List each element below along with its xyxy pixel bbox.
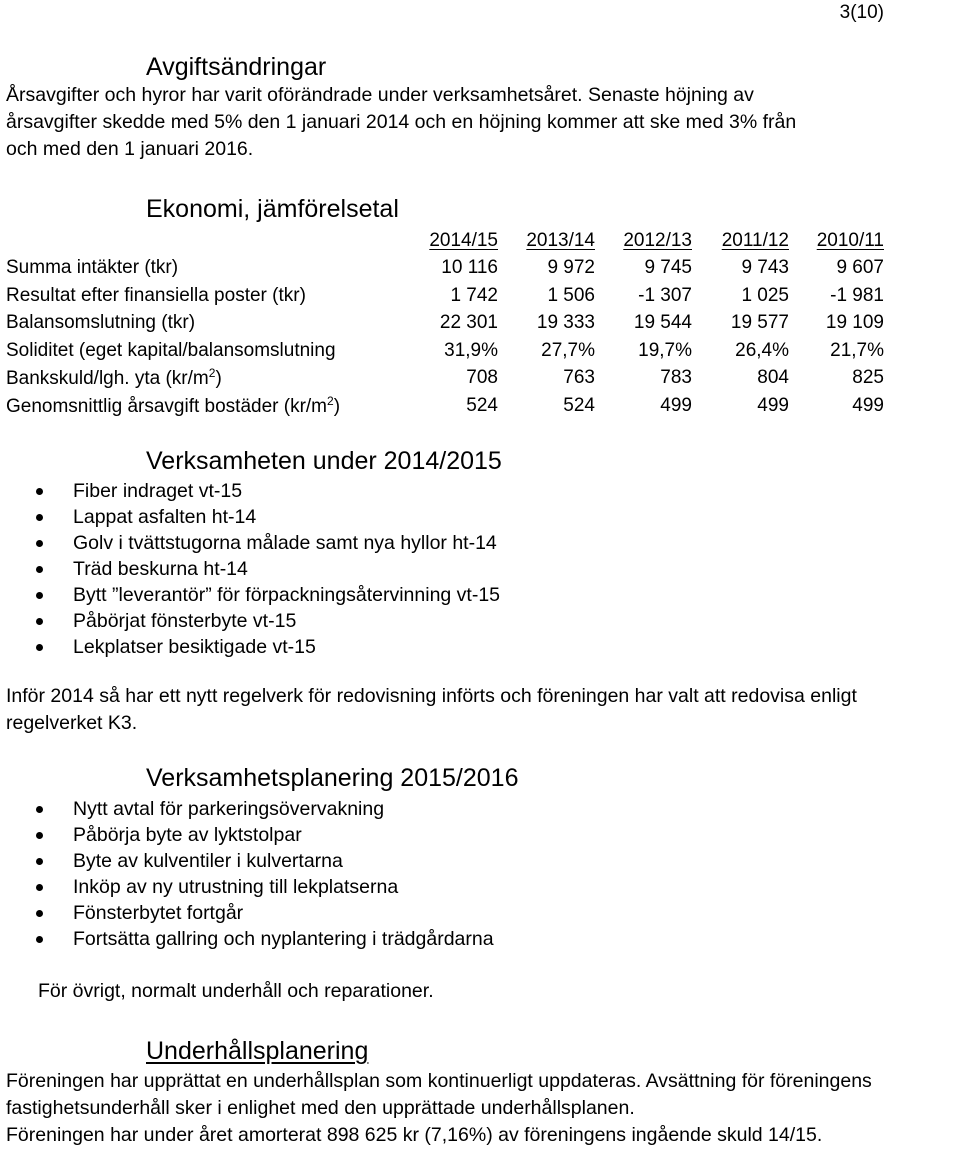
row-label: Soliditet (eget kapital/balansomslutning (6, 339, 336, 361)
table-cell: 26,4% (735, 339, 789, 361)
table-cell: 10 116 (441, 257, 498, 279)
ekonomi-table (6, 227, 884, 420)
table-cell: 524 (466, 394, 498, 416)
table-cell: 19 333 (536, 312, 595, 334)
year-header: 2011/12 (721, 229, 789, 251)
avgift-heading: Avgiftsändringar (146, 53, 327, 81)
table-cell: 9 743 (741, 257, 789, 279)
table-cell: 499 (660, 394, 692, 416)
bullet-icon (36, 884, 43, 891)
k3-line: Inför 2014 så har ett nytt regelverk för redovisning införts och föreningen har valt att redovisa enligt (6, 685, 857, 707)
table-row (6, 337, 884, 365)
underhall-line: Föreningen har upprättat en underhållsplan som kontinuerligt uppdateras. Avsättning för föreningens (6, 1070, 872, 1092)
table-row (6, 282, 884, 310)
bullet-icon (36, 806, 43, 813)
bullet-icon (36, 592, 43, 599)
list-item: Fortsätta gallring och nyplantering i trädgårdarna (36, 926, 494, 952)
underhall-line: fastighetsunderhåll sker i enlighet med den upprättade underhållsplanen. (6, 1097, 635, 1119)
list-item: Lappat asfalten ht-14 (36, 504, 500, 530)
underhall-heading: Underhållsplanering (146, 1037, 369, 1065)
table-cell: 22 301 (439, 312, 498, 334)
table-cell: 783 (660, 367, 692, 389)
table-cell: 763 (563, 367, 595, 389)
bullet-icon (36, 540, 43, 547)
table-cell: 524 (563, 394, 595, 416)
year-header: 2012/13 (623, 229, 692, 251)
table-cell: -1 307 (638, 284, 692, 306)
avgift-paragraph (6, 82, 796, 163)
year-header: 2010/11 (816, 229, 884, 251)
superscript: 2 (327, 393, 334, 408)
planering-list (36, 796, 494, 952)
page-number: 3(10) (839, 2, 884, 23)
list-item: Nytt avtal för parkeringsövervakning (36, 796, 494, 822)
bullet-icon (36, 644, 43, 651)
bullet-icon (36, 936, 43, 943)
table-row (6, 365, 884, 393)
list-item: Bytt ”leverantör” för förpackningsåtervinning vt-15 (36, 582, 500, 608)
table-cell: 21,7% (830, 339, 884, 361)
table-row (6, 255, 884, 283)
planering-heading: Verksamhetsplanering 2015/2016 (146, 764, 519, 792)
table-cell: 825 (852, 367, 884, 389)
row-label: Summa intäkter (tkr) (6, 257, 179, 279)
table-cell: 1 506 (547, 284, 595, 306)
underhall-paragraph (6, 1068, 872, 1149)
list-item: Fönsterbytet fortgår (36, 900, 494, 926)
year-header: 2014/15 (429, 229, 498, 251)
bullet-icon (36, 488, 43, 495)
bullet-icon (36, 858, 43, 865)
table-cell: 499 (852, 394, 884, 416)
bullet-icon (36, 910, 43, 917)
avgift-line: årsavgifter skedde med 5% den 1 januari 2014 och en höjning kommer att ske med 3% från (6, 111, 797, 133)
table-cell: 19 544 (633, 312, 692, 334)
verksamheten-heading: Verksamheten under 2014/2015 (146, 447, 502, 475)
table-cell: 9 745 (644, 257, 692, 279)
table-cell: 499 (757, 394, 789, 416)
list-item: Fiber indraget vt-15 (36, 478, 500, 504)
row-label: Bankskuld/lgh. yta $(kr/m^2)$ (6, 366, 222, 390)
k3-line: regelverket K3. (6, 712, 138, 734)
list-item: Byte av kulventiler i kulvertarna (36, 848, 494, 874)
table-cell: 27,7% (541, 339, 595, 361)
table-cell: 19,7% (638, 339, 692, 361)
row-label: Resultat efter finansiella poster (tkr) (6, 284, 306, 306)
table-cell: 9 607 (836, 257, 884, 279)
bullet-icon (36, 566, 43, 573)
ekonomi-heading: Ekonomi, jämförelsetal (146, 195, 399, 223)
table-cell: 9 972 (547, 257, 595, 279)
list-item: Påbörjat fönsterbyte vt-15 (36, 608, 500, 634)
table-cell: 31,9% (444, 339, 498, 361)
table-cell: 19 577 (730, 312, 789, 334)
planering-note: För övrigt, normalt underhåll och reparationer. (38, 980, 434, 1002)
underhall-line: Föreningen har under året amorterat 898 625 kr (7,16%) av föreningens ingående skuld 14/15. (6, 1124, 823, 1146)
table-row (6, 310, 884, 338)
verksamheten-list (36, 478, 500, 660)
table-row (6, 392, 884, 420)
avgift-line: Årsavgifter och hyror har varit oförändrade under verksamhetsåret. Senaste höjning av (6, 84, 754, 106)
list-item: Golv i tvättstugorna målade samt nya hyllor ht-14 (36, 530, 500, 556)
row-label: Genomsnittlig årsavgift bostäder $(kr/m^2)$ (6, 393, 341, 417)
avgift-line: och med den 1 januari 2016. (6, 138, 254, 160)
table-cell: 19 109 (825, 312, 884, 334)
bullet-icon (36, 832, 43, 839)
table-header-row (6, 227, 884, 255)
superscript: 2 (208, 366, 216, 381)
list-item: Inköp av ny utrustning till lekplatserna (36, 874, 494, 900)
list-item: Träd beskurna ht-14 (36, 556, 500, 582)
table-cell: 1 742 (450, 284, 498, 306)
row-label: Balansomslutning (tkr) (6, 312, 196, 334)
bullet-icon (36, 514, 43, 521)
table-cell: 804 (757, 367, 789, 389)
table-cell: 1 025 (741, 284, 789, 306)
k3-paragraph (6, 683, 857, 737)
table-label-header (6, 227, 404, 255)
table-cell: 708 (466, 367, 498, 389)
list-item: Lekplatser besiktigade vt-15 (36, 634, 500, 660)
table-cell: -1 981 (830, 284, 884, 306)
list-item: Påbörja byte av lyktstolpar (36, 822, 494, 848)
year-header: 2013/14 (526, 229, 595, 251)
bullet-icon (36, 618, 43, 625)
